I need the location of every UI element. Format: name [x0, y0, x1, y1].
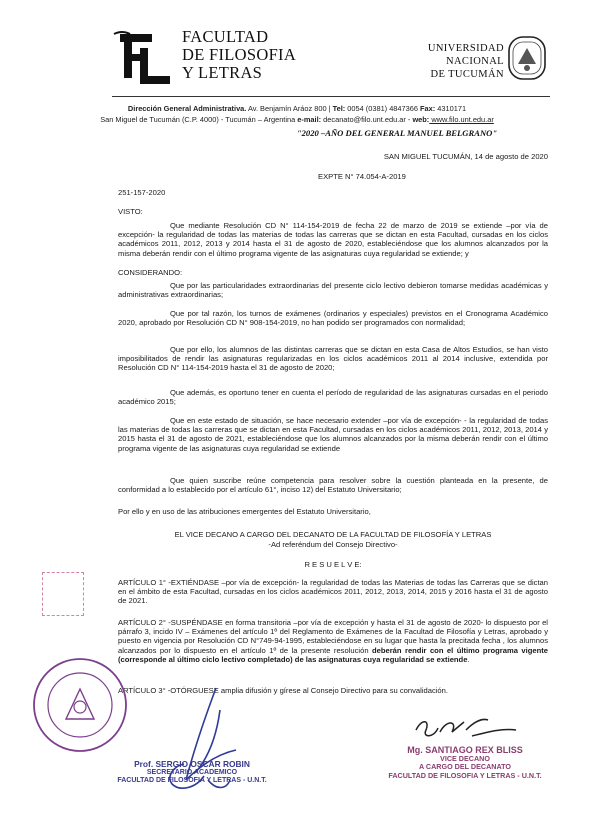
article-3-label: ARTÍCULO 3° -OTÓRGUESE — [118, 686, 219, 695]
university-name-line1: UNIVERSIDAD — [427, 43, 504, 54]
signer-right-faculty: FACULTAD DE FILOSOFIA Y LETRAS - U.N.T. — [388, 770, 542, 780]
contact-line-1 — [0, 104, 594, 113]
contact-dept: Dirección General Administrativa. — [127, 104, 247, 113]
university-name — [408, 42, 504, 81]
considerando-paragraph-3: Que por ello, los alumnos de las distintas carreras que se dictan en esta Casa de Altos Estudios, se han visto imposibilitados de rendir las asignaturas regularizadas en los ciclos académicos 2011 al 2014 inclusive, extendida por Resolución CD N° 114-154-2019 hasta el 31 de agosto de 2020; — [118, 345, 548, 373]
signer-right-block — [380, 746, 550, 780]
authority-line: EL VICE DECANO A CARGO DEL DECANATO DE LA FACULTAD DE FILOSOFÍA Y LETRAS — [174, 530, 492, 539]
university-name-line2: NACIONAL — [445, 56, 504, 67]
signer-left-name: Prof. SERGIO OSCAR ROBIN — [134, 759, 250, 769]
place-date: SAN MIGUEL TUCUMÁN, 14 de agosto de 2020 — [383, 152, 548, 161]
article-2-bold-text: deberán rendir con el último programa vigente (corresponde al último ciclo lectivo completado) de las asignaturas cuya regularidad se extiende — [118, 645, 548, 664]
faculty-round-seal-icon — [30, 655, 130, 755]
ad-referendum-line: -Ad referéndum del Consejo Directivo- — [268, 540, 398, 549]
contact-web-link[interactable]: www.filo.unt.edu.ar — [429, 115, 494, 124]
signer-right-role: VICE DECANO — [440, 753, 490, 763]
faculty-name-line2: DE FILOSOFIA — [182, 45, 297, 64]
faculty-name — [182, 28, 296, 82]
article-2 — [118, 618, 548, 664]
university-seal-icon — [506, 34, 548, 82]
signer-left-faculty: FACULTAD DE FILOSOFIA Y LETRAS - U.N.T. — [117, 777, 267, 785]
reference-number: 251-157-2020 — [118, 188, 166, 197]
contact-tel-label: Tel: — [332, 104, 346, 113]
contact-web-label: web: — [412, 115, 430, 124]
considerando-paragraph-5: Que en este estado de situación, se hace necesario extender –por vía de excepción- - la regularidad de todas las materias de todas las carreras que se dictan en esta Facultad, cursadas en los ciclos académicos 2011, 2012, 2013, 2014 y 2015 hasta el 31 de agosto de 2021, estableciéndose que los alumnos alcanzados por la misma deberán rendir con el último programa vigente de las asignaturas cuya regularidad se extiende — [118, 416, 548, 453]
article-1-text: –por vía de excepción- la regularidad de todas las Materias de todas las Carreras que se dictan en el ámbito de esta Facultad, cursadas en los ciclos académicos 2011, 2012, 2013, 2014, 2015 y 2016 hasta el 31 de agosto de 2021. — [118, 578, 549, 606]
signer-right-name: Mg. SANTIAGO REX BLISS — [407, 745, 523, 755]
signer-right-role-2: A CARGO DEL DECANATO — [419, 762, 511, 772]
faculty-name-line1: FACULTAD — [182, 27, 269, 46]
article-2-text: en forma transitoria –por vía de excepción y hasta el 31 de agosto de 2020- lo dispuesto por el párrafo 3, incido IV – Exámenes del artículo 1º del Reglamento de Exámenes de la Facultad de Filosofía y Letras, aprobado y puesto en vigencia por Resolución CD N°749-94-1995, estableciéndose en su lugar que hasta la precitada fecha , los alumnos alcanzados por lo dispuesto en el artículo 1º de la presente resolución — [118, 618, 548, 655]
contact-email-link[interactable]: decanato@filo.unt.edu.ar - — [321, 115, 413, 124]
signer-left-block — [92, 760, 292, 786]
contact-tel: 0054 (0381) 4847366 — [345, 104, 421, 113]
article-1-label: ARTÍCULO 1° -EXTIÉNDASE — [118, 578, 220, 587]
signer-left-role: SECRETARIO ACADEMICO — [146, 768, 238, 776]
contact-fax-label: Fax: — [420, 104, 436, 113]
received-stamp — [42, 572, 84, 616]
considerando-paragraph-6: Que quien suscribe reúne competencia para resolver sobre la cuestión planteada en la presente, de conformidad a lo establecido por el artículo 61°, inciso 12) del Estatuto Universitario; — [118, 476, 548, 495]
article-2-label: ARTÍCULO 2° -SUSPÉNDASE — [118, 618, 223, 627]
year-motto-text: "2020 –AÑO DEL GENERAL MANUEL BELGRANO" — [296, 128, 498, 138]
visto-paragraph: Que mediante Resolución CD N° 114-154-2019 de fecha 22 de marzo de 2019 se extiende –por vía de excepción- la regularidad de todas las materias de todas las carreras que se dictan en esta Facultad, cursadas en los ciclos académicos 2011, 2012, 2013 y 2014 hasta el 31 de agosto de 2020, estableciéndose que los alumnos alcanzados por la misma deberán rendir con el último programa vigente de las asignaturas cuya regularidad se extiende; y — [118, 221, 548, 258]
contact-email-label: e-mail: — [297, 115, 322, 124]
article-2-end: . — [467, 654, 470, 664]
resuelve-heading: R E S U E L V E: — [304, 560, 362, 569]
considerando-paragraph-2: Que por tal razón, los turnos de exámenes (ordinarios y especiales) previstos en el Cronograma Académico 2020, aprobado por Resolución CD N° 908-154-2019, no han podido ser programados con normalidad; — [118, 309, 548, 328]
signature-right — [412, 708, 522, 744]
year-motto — [0, 128, 594, 138]
article-3-text: amplia difusión y gírese al Consejo Directivo para su convalidación. — [218, 686, 448, 695]
por-ello-line: Por ello y en uso de las atribuciones emergentes del Estatuto Universitario, — [118, 507, 371, 516]
faculty-name-line3: Y LETRAS — [182, 63, 263, 82]
contact-fax: 4310171 — [435, 104, 467, 113]
file-number: EXPTE N° 74.054-A-2019 — [318, 172, 406, 181]
article-1 — [118, 578, 548, 606]
considerando-paragraph-4: Que además, es oportuno tener en cuenta el período de regularidad de las asignaturas cursadas en el periodo académico 2015; — [118, 388, 548, 407]
contact-address: Av. Benjamín Aráoz 800 | — [246, 104, 333, 113]
contact-city: San Miguel de Tucumán (C.P. 4000) - Tucumán – Argentina — [100, 115, 298, 124]
header-divider — [112, 96, 550, 97]
considerando-paragraph-1: Que por las particularidades extraordinarias del presente ciclo lectivo debieron tomarse medidas académicas y administrativas extraordinarias; — [118, 281, 548, 300]
considerando-heading: CONSIDERANDO: — [118, 268, 183, 277]
visto-heading: VISTO: — [118, 207, 143, 216]
faculty-logo-icon — [112, 28, 174, 88]
contact-line-2 — [0, 115, 594, 124]
university-name-line3: DE TUCUMÁN — [430, 69, 504, 80]
